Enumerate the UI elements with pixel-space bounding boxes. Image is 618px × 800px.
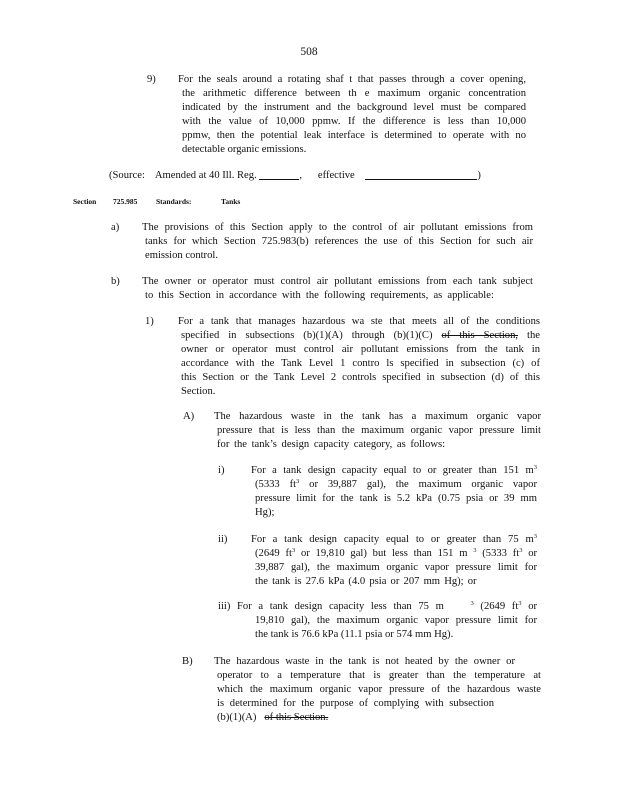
text-line: the tank is 76.6 kPa (11.1 psia or 574 mm Hg). [255,629,454,641]
text-segment: or 19,810 gal) but less than 151 m [300,548,468,560]
source-effective: effective [317,170,355,181]
superscript: 3 [473,547,477,555]
section-number: 725.985 [113,197,138,206]
item-A-label: A) [183,411,195,422]
text-segment: (b)(1)(A) [217,712,257,724]
text-line: owner or operator must control air pollutant emissions from the tank in [181,344,540,356]
text-segment: (5333 ft [255,479,297,491]
text-line: The provisions of this Section apply to the control of air pollutant emissions from [142,222,533,233]
effective-blank [365,169,477,180]
text-line: is determined for the purpose of complying with subsection [217,698,494,710]
text-line: indicated by the instrument and the background level must be compared [182,102,526,114]
source-close: ) [477,170,481,181]
text-line: Section. [181,386,216,398]
superscript: 3 [470,600,474,607]
text-line: The owner or operator must control air pollutant emissions from each tank subject [142,276,533,287]
item-A-text [214,410,541,452]
text-line [214,711,541,725]
text-line: For the seals around a rotating shaf t that passes through a cover opening, [178,74,526,85]
text-segment: iii) For a tank design capacity less than 75 m [218,601,444,612]
section-heading: Standards: [156,197,192,206]
struck-text: of this Section, [441,330,519,342]
text-line [178,329,540,343]
text-line: the arithmetic difference between th e maximum organic concentration [182,88,526,100]
item-Ai-label: i) [218,465,225,476]
text-line: The hazardous waste in the tank has a maximum organic vapor [214,411,541,422]
text-segment: or [528,548,538,560]
text-segment: For a tank design capacity equal to or greater than 75 m [251,534,534,545]
section-title: Tanks [221,197,241,206]
item-Ai-text [251,464,537,520]
item-Aii-text [251,533,537,589]
text-line: 19,810 gal), the maximum organic vapor pressure limit for [255,615,537,627]
item-Aii-label: ii) [218,534,228,545]
text-line [218,600,537,614]
superscript: 3 [533,464,537,471]
superscript: 3 [533,533,537,540]
superscript: 3 [296,478,300,486]
text-segment: (2649 ft [480,601,519,612]
superscript: 3 [519,547,523,555]
text-line: to this Section in accordance with the following requirements, as applicable: [145,290,494,302]
subsection-b-text [142,275,533,303]
item-9-text [178,73,526,158]
section-word: Section [73,197,97,206]
text-segment: the [527,330,540,342]
item-b1-text [178,315,540,400]
text-line: ppmw, then the potential leak interface is determined to operate with no [182,130,526,142]
superscript: 3 [518,600,522,607]
text-line: detectable organic emissions. [182,144,307,156]
text-line: with the value of 10,000 ppmw. If the difference is less than 10,000 [182,116,526,128]
subsection-a-text [142,221,533,263]
text-segment: specified in subsections (b)(1)(A) through (b)(1)(C) [181,330,433,342]
text-line [251,533,537,547]
item-B-text [214,655,541,725]
source-amended: Amended at 40 Ill. Reg. [154,170,257,181]
text-line: the tank is 27.6 kPa (4.0 psia or 207 mm Hg); or [255,576,477,588]
item-b1-label: 1) [145,316,154,327]
subsection-a-label: a) [111,222,120,233]
text-line: which the maximum organic vapor pressure of the hazardous waste [217,684,541,696]
text-segment: For a tank design capacity equal to or greater than 151 m [251,465,534,476]
text-line: tanks for which Section 725.983(b) references the use of this Section for such air [145,236,533,248]
text-line [251,478,537,492]
text-segment: (2649 ft [255,548,292,560]
struck-text: of this Section. [264,712,329,724]
source-prefix: (Source: [109,170,145,181]
text-segment: or [528,601,538,612]
text-line: For a tank that manages hazardous wa ste that meets all of the conditions [178,316,540,327]
text-line: for the tank’s design capacity category, as follows: [217,439,446,451]
text-line: accordance with the Tank Level 1 contro ls specified in subsection (c) of [181,358,540,370]
text-line: 39,887 gal), the maximum organic vapor pressure limit for [255,562,537,574]
text-line: emission control. [145,250,218,262]
text-segment: or 39,887 gal), the maximum organic vapor [309,479,537,491]
text-line: The hazardous waste in the tank is not heated by the owner or [214,656,515,667]
item-B-label: B) [182,656,193,667]
text-line [251,464,537,478]
superscript: 3 [291,547,296,555]
text-line: operator to a temperature that is greater than the temperature at [217,670,541,682]
text-line: pressure limit for the tank is 5.2 kPa (0.75 psia or 39 mm [255,493,537,505]
subsection-b-label: b) [111,276,120,287]
text-segment: (5333 ft [482,548,520,560]
reg-blank [259,169,299,180]
page-number: 508 [300,46,318,58]
text-line: Hg); [255,507,275,519]
text-line: pressure that is less than the maximum organic vapor pressure limit [217,425,541,437]
source-note [109,169,529,183]
item-9-label: 9) [147,74,156,85]
source-comma: , [299,170,303,181]
text-line: this Section or the Tank Level 2 controls specified in subsection (d) of this [181,372,540,384]
text-line [251,547,537,561]
item-Aiii-text [218,600,537,642]
